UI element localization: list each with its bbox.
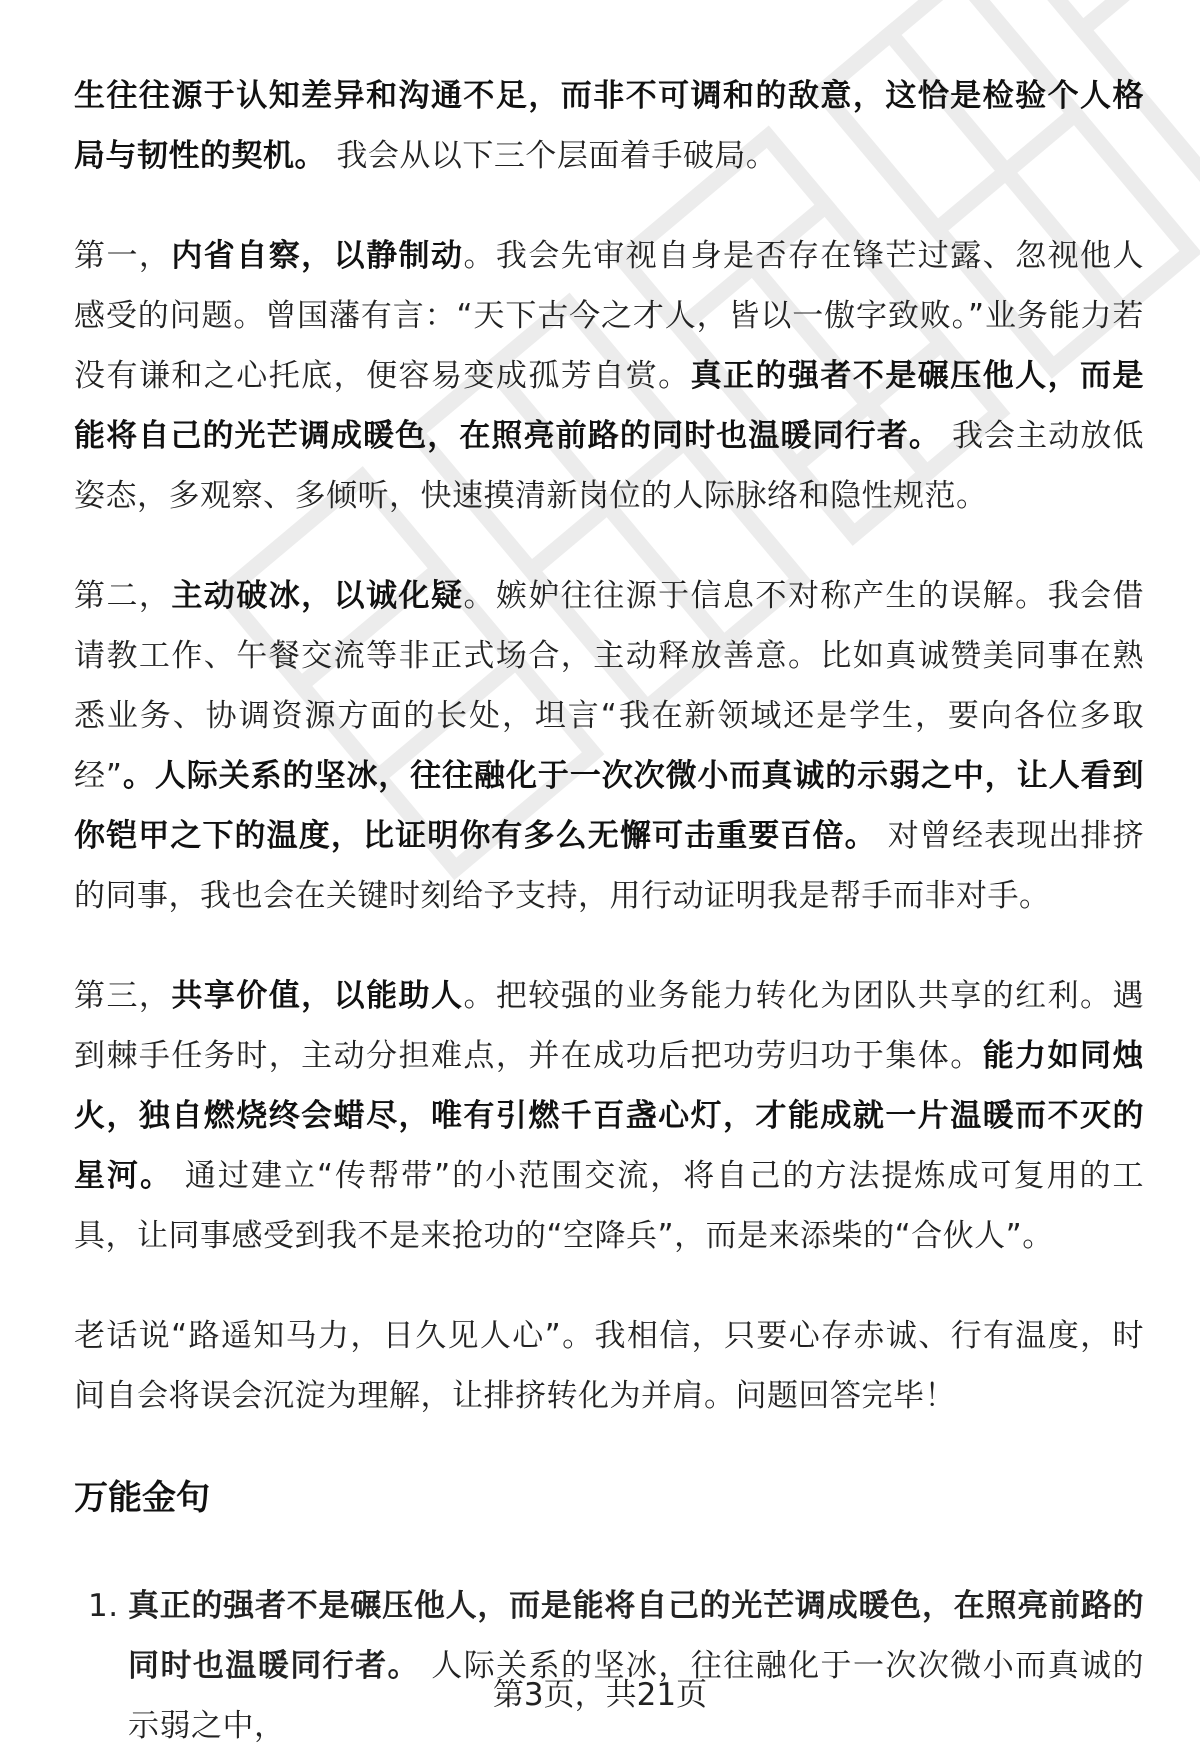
document-body (74, 66, 1144, 1756)
paragraph-third (74, 966, 1144, 1266)
list-item (74, 1576, 1144, 1756)
paragraph-third-label: 第三， (74, 978, 172, 1014)
paragraph-second-keyword: 主动破冰，以诚化疑 (171, 578, 464, 614)
paragraph-second-text-2: 对曾经表现出排挤的同事，我也会在关键时刻给予支持，用行动证明我是帮手而非对手。 (74, 818, 1145, 914)
paragraph-intro-bold-1: 生往往源于认知差异和沟通不足，而非不可调和的敌意，这恰是检验个人格局与韧性的契机。 (74, 78, 1144, 174)
section-heading: 万能金句 (74, 1478, 210, 1518)
list-item-number: 1. (88, 1588, 119, 1624)
paragraph-second-text-1: 。嫉妒往往源于信息不对称产生的误解。我会借请教工作、午餐交流等非正式场合，主动释放善意。比如真诚赞美同事在熟悉业务、协调资源方面的长处，坦言“我在新领域还是学生，要向各位多取经” (74, 578, 1144, 794)
page-footer: 第3页，共21页 (492, 1677, 708, 1713)
paragraph-first-label: 第一， (74, 238, 172, 274)
golden-sentences-list (74, 1576, 1144, 1756)
list-item-text: 人际关系的坚冰，往往融化于一次次微小而真诚的示弱之中， (128, 1648, 1145, 1744)
paragraph-second (74, 566, 1144, 926)
paragraph-third-text-2: 通过建立“传帮带”的小范围交流，将自己的方法提炼成可复用的工具，让同事感受到我不是来抢功的“空降兵”，而是来添柴的“合伙人”。 (74, 1158, 1144, 1254)
paragraph-conclusion-text: 老话说“路遥知马力，日久见人心”。我相信，只要心存赤诚、行有温度，时间自会将误会沉淀为理解，让排挤转化为并肩。问题回答完毕！ (74, 1318, 1144, 1414)
paragraph-second-label: 第二， (74, 578, 172, 614)
paragraph-conclusion (74, 1306, 1144, 1426)
paragraph-third-keyword: 共享价值，以能助人 (171, 978, 464, 1014)
paragraph-first-bold-quote: 真正的强者不是碾压他人，而是能将自己的光芒调成暖色，在照亮前路的同时也温暖同行者。 (74, 358, 1144, 454)
paragraph-intro (74, 66, 1144, 186)
paragraph-first-text-2: 我会主动放低姿态，多观察、多倾听，快速摸清新岗位的人际脉络和隐性规范。 (74, 418, 1144, 514)
list-item-bold: 真正的强者不是碾压他人，而是能将自己的光芒调成暖色，在照亮前路的同时也温暖同行者。 (128, 1588, 1144, 1684)
paragraph-third-text-1: 。把较强的业务能力转化为团队共享的红利。遇到棘手任务时，主动分担难点，并在成功后把功劳归功于集体。 (74, 978, 1144, 1074)
paragraph-intro-text-1: 我会从以下三个层面着手破局。 (326, 138, 778, 174)
paragraph-first (74, 226, 1144, 526)
paragraph-first-text-1: 。我会先审视自身是否存在锋芒过露、忽视他人感受的问题。曾国藩有言：“天下古今之才人，皆以一傲字致败。”业务能力若没有谦和之心托底，便容易变成孤芳自赏。 (74, 238, 1144, 394)
paragraph-first-keyword: 内省自察，以静制动 (171, 238, 464, 274)
paragraph-third-bold-quote: 能力如同烛火，独自燃烧终会蜡尽，唯有引燃千百盏心灯，才能成就一片温暖而不灭的星河。 (74, 1038, 1144, 1194)
paragraph-second-bold-quote: 。人际关系的坚冰，往往融化于一次次微小而真诚的示弱之中，让人看到你铠甲之下的温度，比证明你有多么无懈可击重要百倍。 (74, 758, 1144, 854)
